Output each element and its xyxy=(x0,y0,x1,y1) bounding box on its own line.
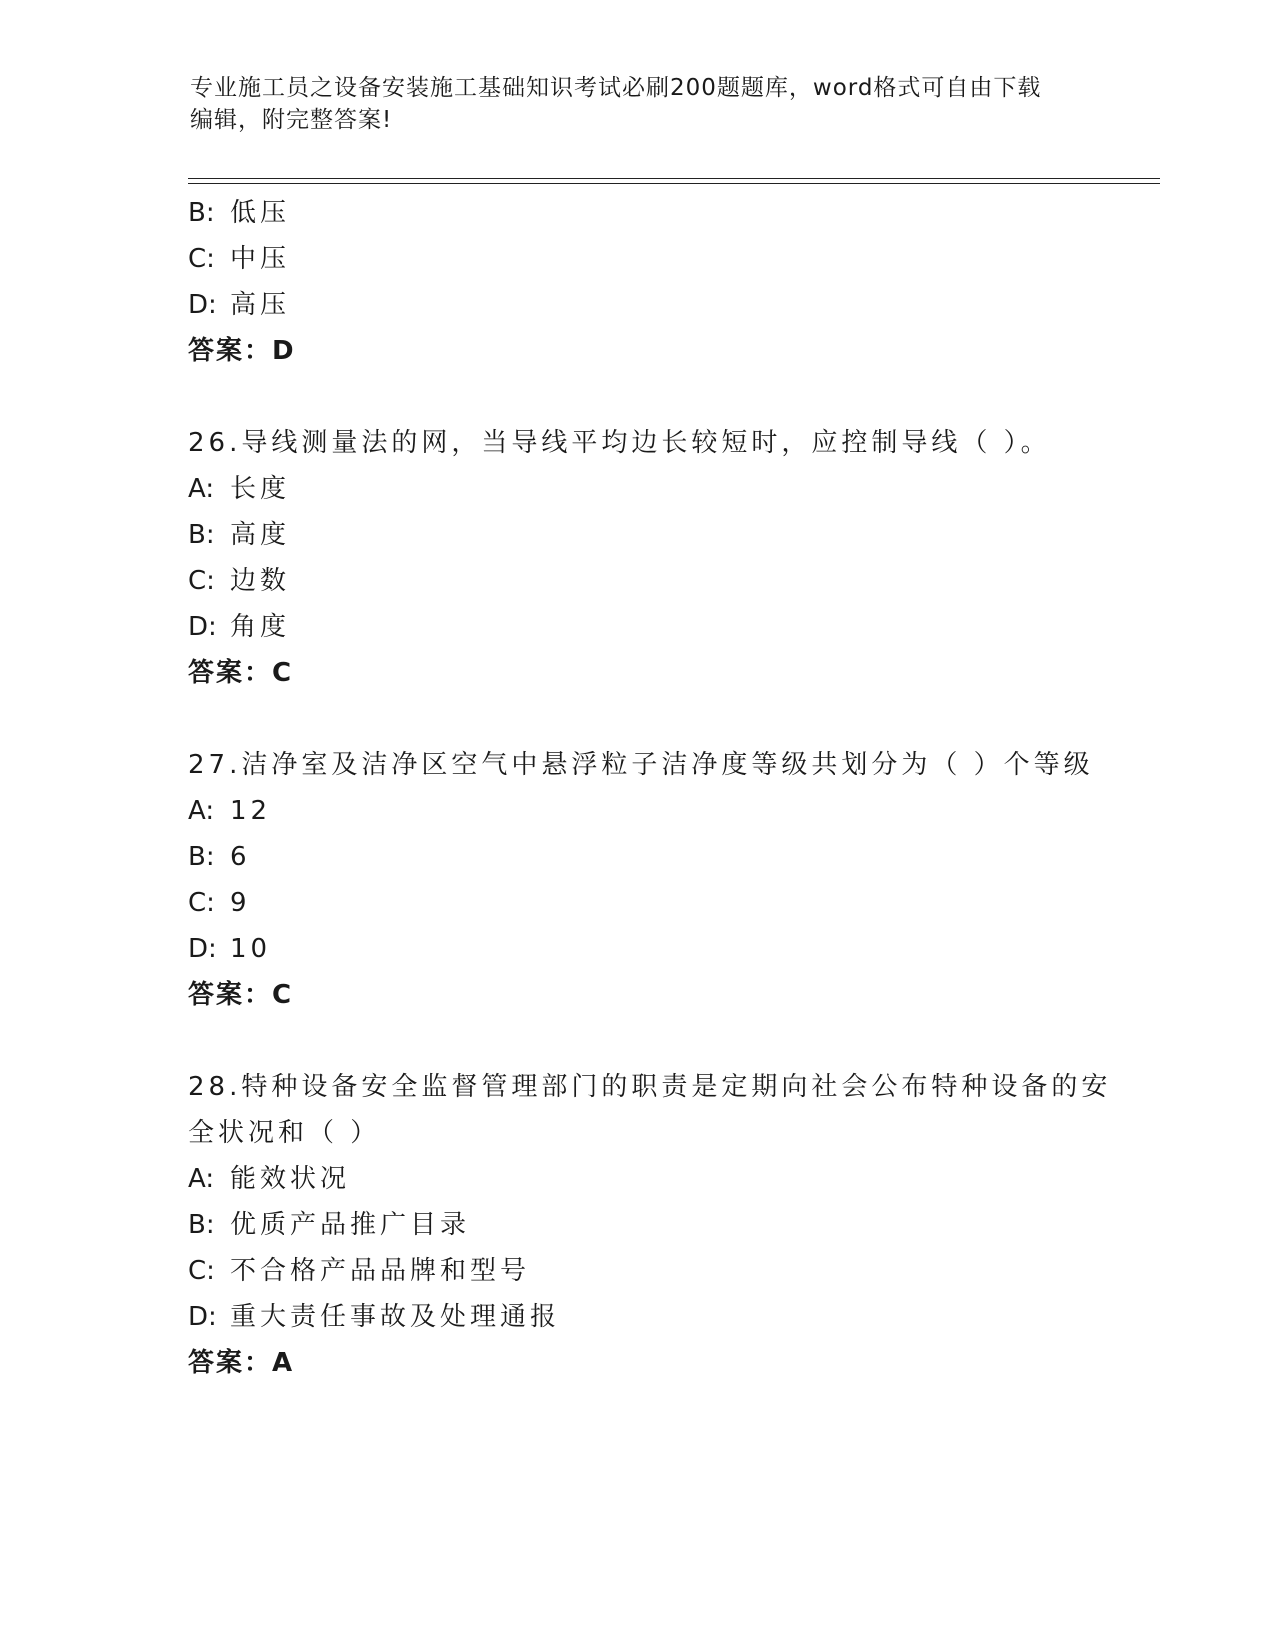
option-b: B: 6 xyxy=(188,842,251,872)
page-header xyxy=(190,72,1090,136)
option-a: A: 长度 xyxy=(188,474,291,504)
option-a: A: 12 xyxy=(188,796,272,826)
option-d: D: 高压 xyxy=(188,290,291,320)
answer: 答案：A xyxy=(188,1348,295,1378)
option-b: B: 优质产品推广目录 xyxy=(188,1210,471,1240)
question-stem-line-2: 全状况和（ ） xyxy=(188,1118,381,1148)
question-list xyxy=(188,190,1168,1386)
answer: 答案：C xyxy=(188,658,294,688)
question-stem: 26.导线测量法的网，当导线平均边长较短时，应控制导线（ ）。 xyxy=(188,428,1051,458)
option-b: B: 低压 xyxy=(188,198,291,228)
option-d: D: 角度 xyxy=(188,612,291,642)
answer: 答案：C xyxy=(188,980,294,1010)
question-25-continued xyxy=(188,190,1168,374)
option-c: C: 9 xyxy=(188,888,251,918)
option-c: C: 边数 xyxy=(188,566,291,596)
option-c: C: 不合格产品品牌和型号 xyxy=(188,1256,531,1286)
option-d: D: 重大责任事故及处理通报 xyxy=(188,1302,561,1332)
header-title-line-2: 编辑，附完整答案! xyxy=(190,107,393,133)
question-stem: 27.洁净室及洁净区空气中悬浮粒子洁净度等级共划分为（ ）个等级 xyxy=(188,750,1094,780)
header-divider-bottom xyxy=(188,183,1160,184)
question-26 xyxy=(188,420,1168,696)
question-stem-line-1: 28.特种设备安全监督管理部门的职责是定期向社会公布特种设备的安 xyxy=(188,1072,1112,1102)
option-b: B: 高度 xyxy=(188,520,291,550)
question-28 xyxy=(188,1064,1168,1386)
option-a: A: 能效状况 xyxy=(188,1164,351,1194)
answer: 答案：D xyxy=(188,336,296,366)
option-c: C: 中压 xyxy=(188,244,291,274)
question-27 xyxy=(188,742,1168,1018)
header-title-line-1: 专业施工员之设备安装施工基础知识考试必刷200题题库，word格式可自由下载 xyxy=(190,75,1042,101)
header-divider-top xyxy=(188,178,1160,179)
option-d: D: 10 xyxy=(188,934,272,964)
